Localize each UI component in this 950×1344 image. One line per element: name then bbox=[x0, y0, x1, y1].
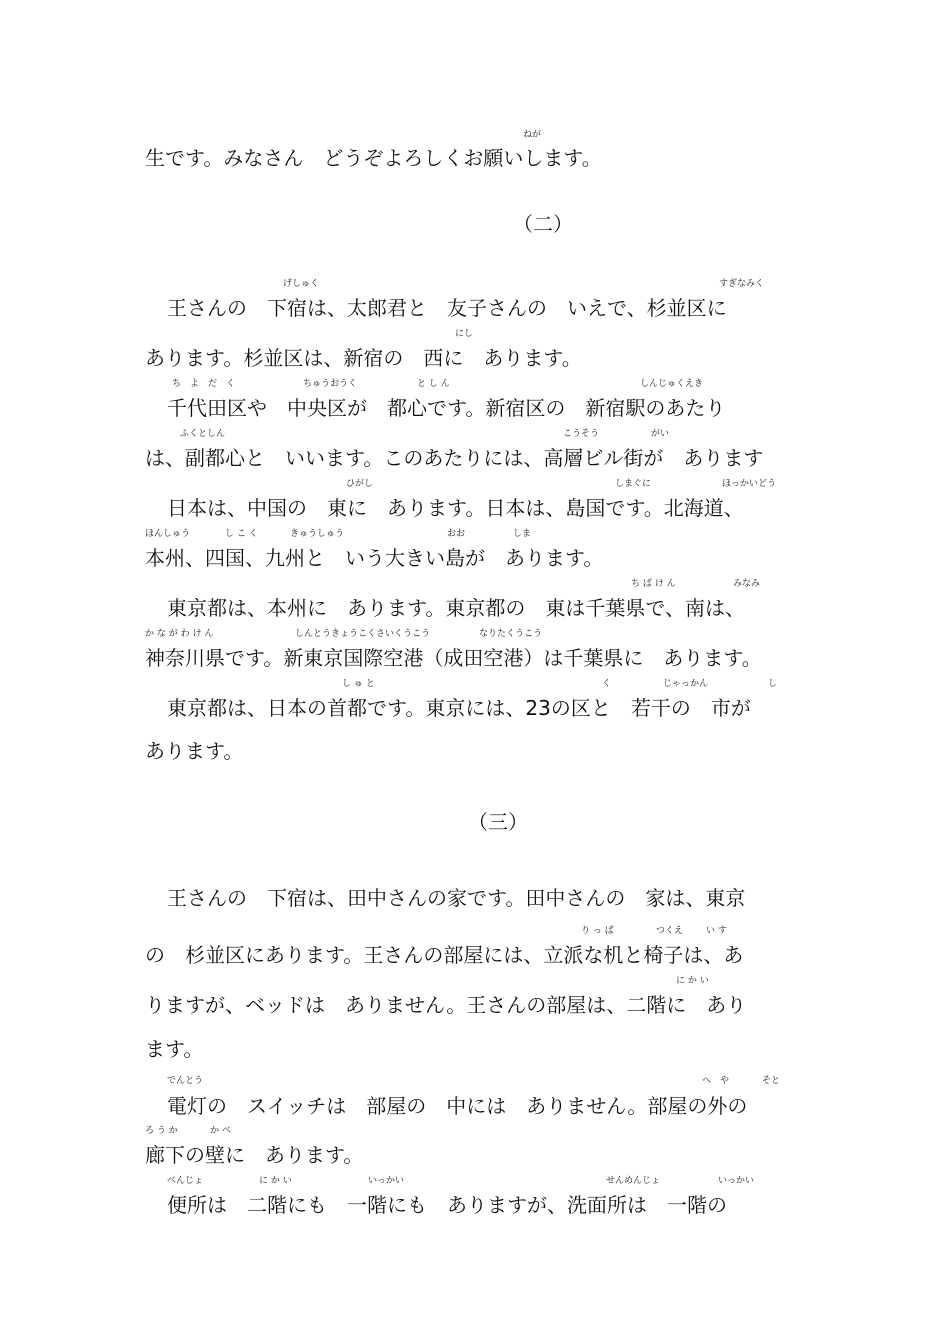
furigana: みなみ bbox=[733, 579, 761, 589]
furigana: と し ん bbox=[417, 379, 450, 389]
furigana: せんめんじょ bbox=[606, 1176, 661, 1186]
text-line: 東京都は、日本の首都です。東京には、23の区と 若干の 市が bbox=[167, 696, 751, 720]
furigana: か な が わ け ん bbox=[145, 629, 214, 639]
furigana: い す bbox=[706, 926, 727, 936]
furigana: そと bbox=[762, 1076, 781, 1086]
furigana: ち ば け ん bbox=[631, 579, 676, 589]
text-line: 王さんの 下宿は、太郎君と 友子さんの いえで、杉並区に bbox=[167, 296, 727, 320]
furigana: ねが bbox=[523, 130, 542, 140]
furigana: べんじょ bbox=[167, 1176, 204, 1186]
furigana: に か い bbox=[259, 1176, 292, 1186]
text-line: 千代田区や 中央区が 都心です。新宿区の 新宿駅のあたり bbox=[167, 396, 726, 420]
furigana: いっかい bbox=[368, 1176, 405, 1186]
furigana: か べ bbox=[210, 1126, 231, 1136]
furigana: きゅうしゅう bbox=[290, 529, 345, 539]
text-line: 電灯の スイッチは 部屋の 中には ありません。部屋の外の bbox=[167, 1094, 748, 1118]
furigana: なりたくうこう bbox=[479, 629, 543, 639]
furigana: しんじゅくえき bbox=[640, 379, 704, 389]
furigana: しんとうきょうこくさいくうこう bbox=[295, 629, 431, 639]
furigana: ろ う か bbox=[145, 1126, 178, 1136]
furigana: し ゅ と bbox=[342, 679, 375, 689]
text-line: 王さんの 下宿は、田中さんの家です。田中さんの 家は、東京 bbox=[167, 886, 746, 910]
text-line: 日本は、中国の 東に あります。日本は、島国です。北海道、 bbox=[167, 496, 744, 520]
furigana: こうそう bbox=[563, 429, 600, 439]
furigana: すぎなみく bbox=[719, 279, 765, 289]
furigana: ほんしゅう bbox=[145, 529, 191, 539]
text-line: あります。 bbox=[145, 739, 244, 763]
furigana: り っ ぱ bbox=[581, 926, 614, 936]
text-line: 東京都は、本州に あります。東京都の 東は千葉県で、南は、 bbox=[167, 596, 745, 620]
section-heading: （二） bbox=[513, 212, 573, 236]
furigana: げしゅく bbox=[283, 279, 320, 289]
text-line: 便所は 二階にも 一階にも ありますが、洗面所は 一階の bbox=[167, 1193, 727, 1217]
text-line: 神奈川県です。新東京国際空港（成田空港）は千葉県に あります。 bbox=[145, 646, 762, 670]
text-line: は、副都心と いいます。このあたりには、高層ビル街が あります bbox=[145, 446, 764, 470]
text-line: 生です。みなさん どうぞよろしくお願いします。 bbox=[145, 146, 602, 170]
furigana: しま bbox=[513, 529, 532, 539]
furigana: じゃっかん bbox=[663, 679, 709, 689]
furigana: しまぐに bbox=[615, 479, 652, 489]
text-line: りますが、ベッドは ありません。王さんの部屋は、二階に あり bbox=[145, 993, 747, 1017]
text-line: 廊下の壁に あります。 bbox=[145, 1143, 364, 1167]
furigana: おお bbox=[447, 529, 466, 539]
furigana: にし bbox=[455, 329, 474, 339]
text-line: 本州、四国、九州と いう大きい島が あります。 bbox=[145, 546, 604, 570]
furigana: でんとう bbox=[167, 1076, 204, 1086]
furigana: ひがし bbox=[346, 479, 374, 489]
furigana: つくえ bbox=[656, 926, 684, 936]
furigana: く bbox=[602, 679, 612, 689]
furigana: ちゅうおうく bbox=[303, 379, 358, 389]
furigana: ふくとしん bbox=[180, 429, 226, 439]
furigana: ち よ だ く bbox=[172, 379, 236, 389]
text-line: の 杉並区にあります。王さんの部屋には、立派な机と椅子は、あ bbox=[145, 943, 744, 967]
furigana: に か い bbox=[676, 976, 709, 986]
furigana: し こ く bbox=[225, 529, 258, 539]
section-heading: （三） bbox=[468, 810, 528, 834]
furigana: ほっかいどう bbox=[722, 479, 777, 489]
text-line: ます。 bbox=[145, 1037, 204, 1061]
furigana: へ や bbox=[702, 1076, 730, 1086]
text-line: あります。杉並区は、新宿の 西に あります。 bbox=[145, 346, 582, 370]
furigana: がい bbox=[651, 429, 670, 439]
furigana: いっかい bbox=[718, 1176, 755, 1186]
furigana: し bbox=[768, 679, 778, 689]
